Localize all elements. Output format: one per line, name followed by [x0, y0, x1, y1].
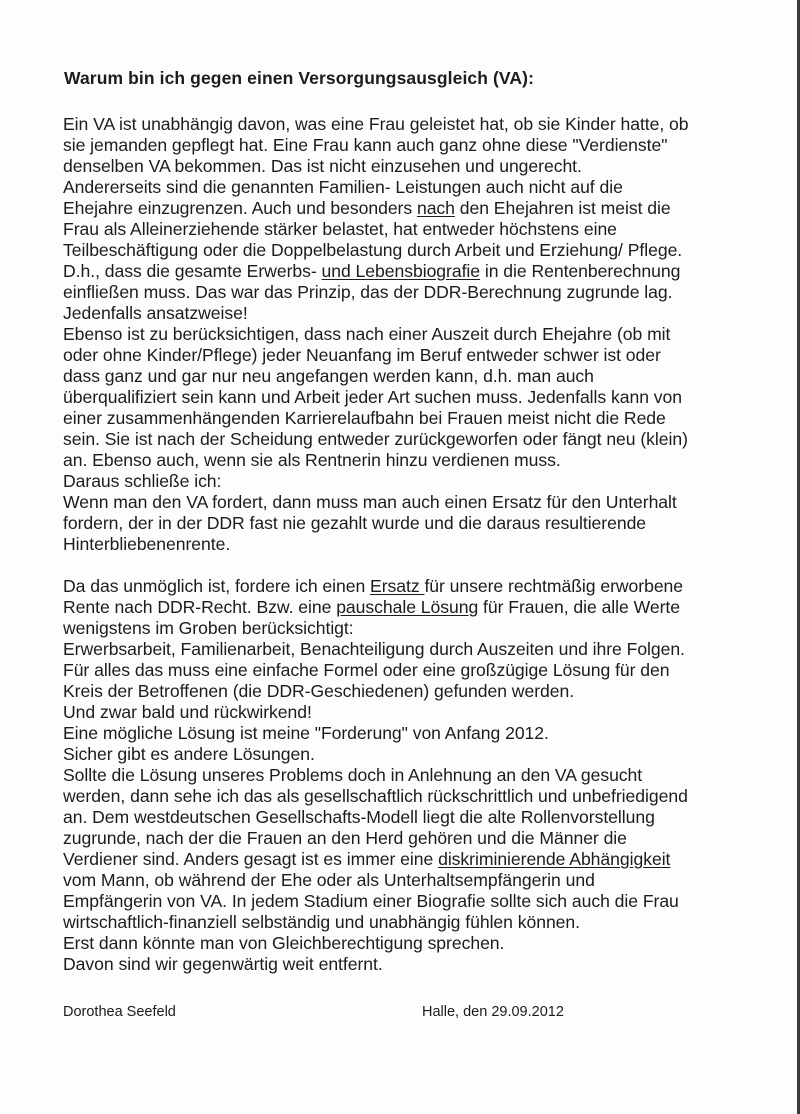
text-line	[63, 408, 773, 429]
text-segment: Frau als Alleinerziehende stärker belastet, hat entweder höchstens eine	[63, 219, 617, 239]
text-line	[63, 891, 773, 912]
text-line	[63, 366, 773, 387]
text-line	[63, 471, 773, 492]
text-segment: wirtschaftlich-finanziell selbständig und unabhängig fühlen können.	[63, 912, 580, 932]
underlined-text: diskriminierende Abhängigkeit	[438, 849, 671, 869]
text-line	[63, 198, 773, 219]
text-line	[63, 303, 773, 324]
text-line	[63, 597, 773, 618]
text-line	[63, 114, 773, 135]
text-segment: Wenn man den VA fordert, dann muss man auch einen Ersatz für den Unterhalt	[63, 492, 677, 512]
text-line	[63, 639, 773, 660]
text-line	[63, 261, 773, 282]
text-line	[63, 660, 773, 681]
text-segment: einfließen muss. Das war das Prinzip, das der DDR-Berechnung zugrunde lag.	[63, 282, 673, 302]
text-segment: Erwerbsarbeit, Familienarbeit, Benachteiligung durch Auszeiten und ihre Folgen.	[63, 639, 685, 659]
text-segment: fordern, der in der DDR fast nie gezahlt wurde und die daraus resultierende	[63, 513, 647, 533]
text-line	[63, 282, 773, 303]
text-line	[63, 135, 773, 156]
text-segment: Empfängerin von VA. In jedem Stadium einer Biografie sollte sich auch die Frau	[63, 891, 679, 911]
text-segment: Für alles das muss eine einfache Formel oder eine großzügige Lösung für den	[63, 660, 670, 680]
text-segment: Erst dann könnte man von Gleichberechtigung sprechen.	[63, 933, 505, 953]
text-line	[63, 492, 773, 513]
text-line	[63, 450, 773, 471]
underlined-text: und Lebensbiografie	[321, 261, 481, 281]
text-segment: Und zwar bald und rückwirkend!	[63, 702, 312, 722]
text-segment: Ein VA ist unabhängig davon, was eine Frau geleistet hat, ob sie Kinder hatte, ob	[63, 114, 689, 134]
text-line	[63, 723, 773, 744]
text-segment: dass ganz und gar nur neu angefangen werden kann, d.h. man auch	[63, 366, 594, 386]
text-line	[63, 429, 773, 450]
text-segment: einer zusammenhängenden Karrierelaufbahn bei Frauen meist nicht die Rede	[63, 408, 666, 428]
text-line	[63, 534, 773, 555]
text-segment: an. Ebenso auch, wenn sie als Rentnerin hinzu verdienen muss.	[63, 450, 561, 470]
text-segment: werden, dann sehe ich das als gesellschaftlich rückschrittlich und unbefriedigend	[63, 786, 688, 806]
text-line	[63, 681, 773, 702]
underlined-text: Ersatz	[370, 576, 425, 596]
document-body	[63, 114, 773, 975]
paragraph-gap	[63, 555, 773, 576]
text-line	[63, 954, 773, 975]
text-segment: überqualifiziert sein kann und Arbeit jeder Art suchen muss. Jedenfalls kann von	[63, 387, 682, 407]
underlined-text: nach	[416, 198, 455, 218]
text-line	[63, 324, 773, 345]
text-line	[63, 513, 773, 534]
text-segment: sie jemanden gepflegt hat. Eine Frau kann auch ganz ohne diese "Verdienste"	[63, 135, 668, 155]
text-segment: vom Mann, ob während der Ehe oder als Unterhaltsempfängerin und	[63, 870, 595, 890]
text-segment: zugrunde, nach der die Frauen an den Herd gehören und die Männer die	[63, 828, 627, 848]
text-segment: Da das unmöglich ist, fordere ich einen	[63, 576, 371, 596]
text-line	[63, 933, 773, 954]
text-line	[63, 177, 773, 198]
text-line	[63, 219, 773, 240]
text-line	[63, 912, 773, 933]
text-line	[63, 870, 773, 891]
underlined-text: pauschale Lösung	[336, 597, 479, 617]
text-line	[63, 618, 773, 639]
text-segment: Rente nach DDR-Recht. Bzw. eine	[63, 597, 337, 617]
text-line	[63, 807, 773, 828]
text-segment: Davon sind wir gegenwärtig weit entfernt.	[63, 954, 383, 974]
text-segment: für unsere rechtmäßig erworbene	[424, 576, 684, 596]
text-segment: Ehejahre einzugrenzen. Auch und besonders	[63, 198, 417, 218]
text-segment: den Ehejahren ist meist die	[454, 198, 671, 218]
text-line	[63, 744, 773, 765]
text-segment: Verdiener sind. Anders gesagt ist es immer eine	[63, 849, 439, 869]
text-line	[63, 786, 773, 807]
text-line	[63, 387, 773, 408]
document-title: Warum bin ich gegen einen Versorgungsausgleich (VA):	[64, 68, 534, 88]
text-segment: Sollte die Lösung unseres Problems doch in Anlehnung an den VA gesucht	[63, 765, 643, 785]
text-segment: oder ohne Kinder/Pflege) jeder Neuanfang im Beruf entweder schwer ist oder	[63, 345, 661, 365]
text-segment: Eine mögliche Lösung ist meine "Forderung" von Anfang 2012.	[63, 723, 549, 743]
text-line	[63, 849, 773, 870]
text-line	[63, 156, 773, 177]
text-segment: an. Dem westdeutschen Gesellschafts-Modell liegt die alte Rollenvorstellung	[63, 807, 655, 827]
text-segment: Ebenso ist zu berücksichtigen, dass nach einer Auszeit durch Ehejahre (ob mit	[63, 324, 671, 344]
text-segment: Sicher gibt es andere Lösungen.	[63, 744, 315, 764]
text-line	[63, 702, 773, 723]
text-line	[63, 345, 773, 366]
text-line	[63, 240, 773, 261]
text-segment: Teilbeschäftigung oder die Doppelbelastung durch Arbeit und Erziehung/ Pflege.	[63, 240, 683, 260]
text-segment: Kreis der Betroffenen (die DDR-Geschiedenen) gefunden werden.	[63, 681, 575, 701]
text-line	[63, 765, 773, 786]
text-segment: wenigstens im Groben berücksichtigt:	[63, 618, 354, 638]
text-segment: Jedenfalls ansatzweise!	[63, 303, 248, 323]
text-segment: Hinterbliebenenrente.	[63, 534, 231, 554]
text-line	[63, 828, 773, 849]
text-segment: sein. Sie ist nach der Scheidung entweder zurückgeworfen oder fängt neu (klein)	[63, 429, 688, 449]
text-line	[63, 576, 773, 597]
text-segment: Daraus schließe ich:	[63, 471, 222, 491]
text-segment: D.h., dass die gesamte Erwerbs-	[63, 261, 322, 281]
text-segment: in die Rentenberechnung	[480, 261, 681, 281]
text-segment: denselben VA bekommen. Das ist nicht einzusehen und ungerecht.	[63, 156, 582, 176]
text-segment: Andererseits sind die genannten Familien- Leistungen auch nicht auf die	[63, 177, 623, 197]
text-segment: für Frauen, die alle Werte	[478, 597, 680, 617]
author-name: Dorothea Seefeld	[63, 1004, 176, 1020]
place-and-date: Halle, den 29.09.2012	[422, 1004, 564, 1020]
